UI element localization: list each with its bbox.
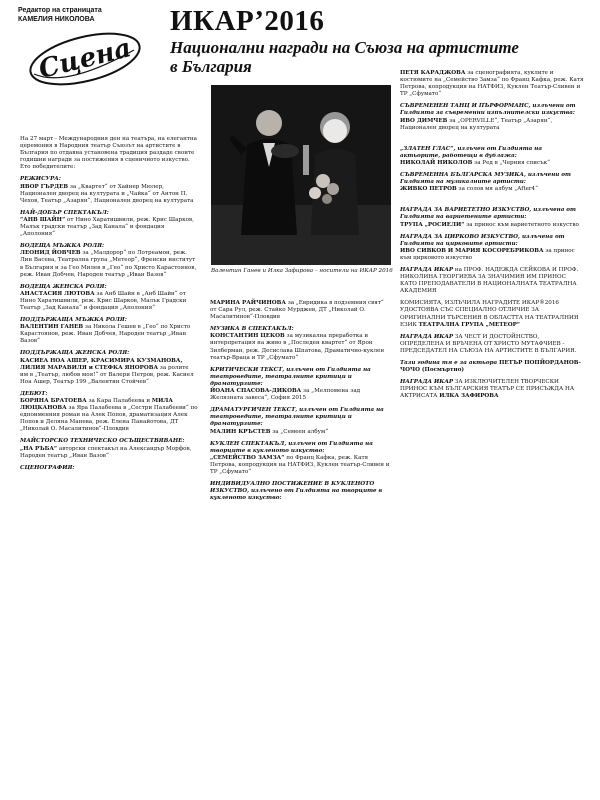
winner-details: за принос към вариететното изкуство — [464, 221, 579, 228]
winner-details: за сценографията, куклите и костюмите на „Семейство Замза“ по Франц Кафка, реж. Катя Петрова, копродукция на НАТФИЗ, Куклен Театър-Сливен и ТР „Сфумато“ — [400, 70, 584, 98]
winner-name: АНАСТАСИЯ ЛЮТОВА — [20, 290, 95, 297]
editor-name: КАМЕЛИЯ НИКОЛОВА — [18, 16, 95, 23]
winner-details: за „Малдорор“ по Лотреамон, реж. Лин Васева, Театрална група „Метеор“, Френски институт в България и за Гео Милев в „Гео“ по Христо Карастоянов, реж. Иван Добчев, Народен театър „Иван Вазов“ — [20, 250, 197, 278]
winner-name: КАСИЕА НОА АШЕР, КРАСИМИРА КУЗМАНОВА, ЛИЛИЯ МАРАВИЛЯ и СТЕФКА ЯНОРОВА — [20, 357, 183, 371]
award-lead: НАГРАДА ИКАР — [400, 266, 454, 273]
winner-name: ПЕТЪР ПОПЙОРДАНОВ-ЧОЧО (Посмъртно) — [400, 360, 581, 374]
award-puppet-show — [210, 441, 392, 476]
award-heading: НАГРАДА ЗА ЦИРКОВО ИЗКУСТВО, излъчена от Гилдията на цирковите артисти: — [400, 233, 565, 247]
column-1 — [20, 136, 198, 477]
award-ikar-professors — [400, 267, 584, 295]
winner-name: ТЕАТРАЛНА ГРУПА „МЕТЕОР“ — [418, 321, 520, 328]
award-lead-male — [20, 243, 198, 278]
section-logo — [26, 30, 144, 88]
award-heading: ИНДИВИДУАЛНО ПОСТИЖЕНИЕ В КУКЛЕНОТО ИЗКУСТВО, излъчено от Гилдията на творците в кукленото изкуство: — [210, 481, 383, 502]
award-lead: Тази година тя е за актьора — [400, 360, 500, 366]
winner-name: ТРУПА „РОСИЕЛИ“ — [400, 221, 465, 228]
award-heading: ДЕБЮТ: — [20, 390, 48, 397]
winner-name: ЖИВКО ПЕТРОВ — [400, 186, 457, 193]
winner-name: ЯВОР ГЪРДЕВ — [20, 183, 69, 190]
award-debut — [20, 391, 198, 434]
winner-name: ПЕТЯ КАРАДЖОВА — [400, 70, 466, 76]
award-music — [210, 326, 392, 361]
winner-name-2: МИЛА ЛЮЦКАНОВА — [20, 398, 173, 412]
editor-credit — [18, 6, 133, 24]
winner-name: НИКОЛАЙ НИКОЛОВ — [400, 159, 473, 166]
award-variety — [400, 207, 584, 228]
subtitle-line1: Национални награди на Съюза на артистите — [170, 38, 519, 57]
winner-name: ВАЛЕНТИН ГАНЕВ — [20, 324, 84, 331]
logo-text: Сцена — [35, 33, 135, 85]
winner-name: ИВО ДИМЧЕВ — [400, 117, 448, 124]
award-puppet-individual-winner — [400, 70, 584, 98]
award-dramaturgy — [210, 407, 392, 435]
award-text: ЗА ИЗКЛЮЧИТЕЛЕН ТВОРЧЕСКИ ПРИНОС КЪМ БЪЛГАРСКИЯ ТЕАТЪР СЕ ПРИСЪЖДА НА АКТРИСАТА — [400, 379, 575, 400]
award-heading: КУКЛЕН СПЕКТАКЪЛ, излъчен от Гилдията на творците в кукленото изкуство: — [210, 440, 373, 454]
award-heading: СЪВРЕМЕННА БЪЛГАРСКА МУЗИКА, излъчени от Гилдията на музикалните артисти: — [400, 172, 571, 186]
award-circus — [400, 234, 584, 262]
award-lead: НАГРАДА ИКАР — [400, 333, 454, 340]
page-title: ИКАР’2016 — [170, 5, 325, 37]
intro-paragraph: На 27 март - Международния ден на театъра, на елегантна церемония в Народния театър Съюзът на артистите в България по отдавна установена традиция раздаде своите годишни награди за постижения в сценичното изкуство. Ето победителите: — [20, 136, 197, 171]
award-heading: НАЙ-ДОБЪР СПЕКТАКЪЛ: — [20, 209, 109, 216]
winner-details: за музикална преработка и интерпретация на живо в „Последен квартет“ от Ярон Зилберман, реж. Десислава Шпатова, Драматично-куклен театър-Враца и ТР „Сфумато“ — [210, 333, 385, 361]
photo-image — [211, 85, 391, 265]
winner-details: за „OPERVILLE“, Театър „Азарян“, Национален дворец на културата — [400, 117, 553, 131]
award-heading: ПОДДЪРЖАЩА МЪЖКА РОЛЯ: — [20, 317, 127, 324]
award-photo — [211, 85, 391, 265]
award-lead: НАГРАДА ИКАР — [400, 379, 454, 386]
award-critical-text — [210, 367, 392, 402]
winner-name: „НА РЪБА“ — [20, 445, 58, 452]
winner-details: за „Мелпомена зад Желязната завеса“, София 2015 — [210, 388, 361, 402]
column-2 — [210, 300, 392, 507]
award-heading: КРИТИЧЕСКИ ТЕКСТ, излъчен от Гилдията на театроведите, театралните критици и драматурзите: — [210, 366, 371, 387]
winner-details: за „Евридика в подземния свят“ от Сара Рул, реж. Стайко Мурджев, ДТ „Николай О. Масалитинов“-Пловдив — [210, 300, 384, 321]
award-special-distinction — [400, 300, 584, 328]
winner-details: по Франц Кафка, реж. Катя Петрова, копродукция на НАТФИЗ, Куклен театър-Сливен и ТР „Сфумато“ — [210, 454, 390, 475]
winner-details: за Кара Палабеева и — [86, 398, 152, 404]
winner-name: КОНСТАНТИН ЦЕКОВ — [210, 333, 285, 340]
award-golden-voice — [400, 146, 584, 167]
award-heading: „ЗЛАТЕН ГЛАС“, излъчен от Гилдията на актьорите, работещи в дублажа: — [400, 145, 542, 159]
award-heading: ВОДЕЩА МЪЖКА РОЛЯ: — [20, 243, 105, 250]
winner-details: за солов мя албум „After4“ — [456, 186, 538, 193]
winner-name: БОРЯНА БРАТОЕВА — [20, 398, 87, 404]
award-scenography — [20, 465, 198, 472]
award-dance — [400, 103, 584, 131]
winner-details: за „Квартет“ от Хайнер Мюлер, Национален дворец на културата и „Чайка“ от Антон П. Чехов, Театър „Азарян“, Национален дворец на културата — [20, 183, 194, 204]
winner-details: за „Семеен албум“ — [270, 428, 329, 435]
award-heading: ПОДДЪРЖАЩА ЖЕНСКА РОЛЯ: — [20, 350, 130, 357]
column-3 — [400, 70, 584, 405]
award-lifetime — [400, 379, 584, 400]
winner-name: ЙОАНА СПАСОВА-ДИКОВА — [210, 388, 302, 395]
subtitle-line2: в България — [170, 57, 252, 76]
award-lead-female — [20, 284, 198, 312]
award-heading: ВОДЕЩА ЖЕНСКА РОЛЯ: — [20, 283, 107, 290]
winner-details: за Яра Палабеева в „Сестри Палабееви“ по едноименния роман на Алек Попов, драматизация Алек Попов и Деляна Манева, реж. Елена Панайотова, ДТ „Николай О. Масалитинов“-Пловдив — [20, 405, 198, 433]
award-supporting-male — [20, 317, 198, 345]
editor-role: Редактор на страницата — [18, 7, 102, 14]
award-honor-winner — [400, 360, 584, 374]
winner-name: “АНВ ШАЙН” — [20, 216, 66, 223]
award-text: КОМИСИЯТА, ИЗЛЪЧИЛА НАГРАДИТЕ ИКАР®2016 УДОСТОЯВА СЪС СПЕЦИАЛНО ОТЛИЧИЕ ЗА ОРИГИНАЛНИ ТЪРСЕНИЯ В ОБЛАСТТА НА ТЕАТРАЛНИЯ ЕЗИК — [400, 300, 579, 328]
winner-name: ЛЕОНИД ЙОВЧЕВ — [20, 250, 81, 257]
award-supporting-female — [20, 350, 198, 385]
winner-details: от Нино Харатишвили, реж. Крис Шарков, Малък градски театър „Зад Канала“ и фондация „Аполония“ — [20, 216, 194, 238]
winner-details: авторски спектакъл на Александър Морфов, Народен театър „Иван Вазов“ — [20, 445, 192, 459]
winner-name: „СЕМЕЙСТВО ЗАМЗА“ — [210, 454, 285, 461]
winner-name: МАЛИН КРЪСТЕВ — [210, 428, 271, 435]
award-puppet-individual — [210, 481, 392, 502]
award-text: на ПРОФ. НАДЕЖДА СЕЙКОВА И ПРОФ. НИКОЛИНА ГЕОРГИЕВА ЗА ЗНАЧИМИЯ ИМ ПРИНОС КАТО ПРЕПОДАВАТЕЛИ В НАЦИОНАЛНАТА ТЕАТРАЛНА АКАДЕМИЯ — [400, 266, 579, 295]
award-contemporary-music — [400, 172, 584, 193]
award-heading: НАГРАДА ЗА ВАРИЕТЕТНО ИЗКУСТВО, излъчена от Гилдията на вариетените артисти: — [400, 207, 576, 221]
award-heading: СЪВРЕМЕНЕН ТАНЦ И ПЪРФОРМАНС, излъчени от Гилдията за съвременни изпълнителски изкуства: — [400, 103, 576, 117]
award-heading: ДРАМАТУРГИЧЕН ТЕКСТ, излъчен от Гилдията на театроведите, театралните критици и драматурзите: — [210, 407, 384, 428]
award-scenography-winner — [210, 300, 392, 321]
winner-name: ИЛКА ЗАФИРОВА — [439, 393, 499, 400]
winner-details: за Никола Гешев в „Гео“ по Христо Карастоянов, реж. Иван Добчев, Народен театър „Иван Вазов“ — [20, 324, 191, 345]
winner-name: МАРИНА РАЙЧИНОВА — [210, 300, 286, 306]
award-technical — [20, 438, 198, 459]
award-heading: РЕЖИСУРА: — [20, 176, 61, 183]
photo-caption: Валентин Ганев и Илка Зафирова – носители на ИКАР 2016 — [211, 268, 393, 274]
award-heading: МУЗИКА В СПЕКТАКЪЛ: — [210, 326, 294, 333]
award-honor-dignity — [400, 334, 584, 355]
award-best-show — [20, 210, 198, 238]
award-heading: СЦЕНОГРАФИЯ: — [20, 464, 75, 471]
award-heading: МАЙСТОРСКО ТЕХНИЧЕСКО ОСЪЩЕСТВЯВАНЕ: — [20, 438, 185, 445]
winner-name: ИВО СИВКОВ И МАРИЯ КОСОРЕБРИКОВА — [400, 247, 544, 254]
award-directing — [20, 176, 198, 204]
winner-details: за Ред в „Черния списък“ — [472, 159, 551, 166]
winner-details: за принос към цирковото изкуство — [400, 247, 575, 261]
winner-details: за Анб Шайн в „Анб Шайн“ от Нино Харатишвили, реж. Крис Шарков, Малък Градски Театър „Зад Канала“ и фондация „Аполония“ — [20, 290, 187, 311]
award-text: ЗА ЧЕСТ И ДОСТОЙНСТВО, ОПРЕДЕЛЕНА И ВРЪЧЕНА ОТ ХРИСТО МУТАФЧИЕВ - ПРЕДСЕДАТЕЛ НА СЪЮЗА НА АРТИСТИТЕ В БЪЛГАРИЯ. — [400, 333, 577, 354]
winner-details: за ролите им в „Театър, любов моя!“ от Валери Петров, реж. Касиел Ноа Ашер, Театър 199 „Валентин Стойчев“ — [20, 364, 194, 385]
